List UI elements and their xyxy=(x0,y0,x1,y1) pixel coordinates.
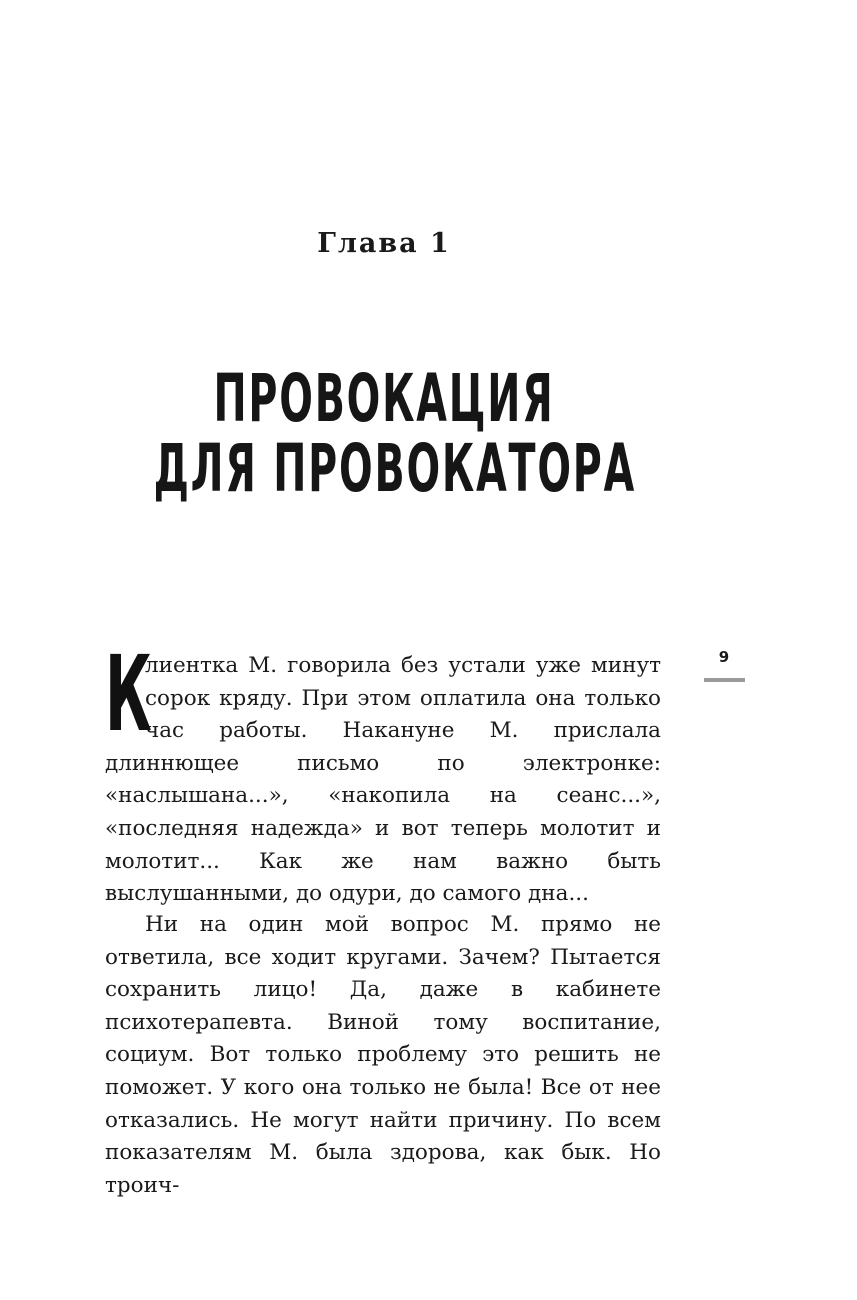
chapter-title-line-1: ПРОВОКАЦИЯ xyxy=(213,360,555,437)
drop-cap: К xyxy=(105,633,152,755)
paragraph-1-text: лиентка М. говорила без устали уже минут сорок кряду. При этом оплатила она только час работы. Накануне М. прислала длиннющее письмо по электронке: «наслышана...», «накопила на сеанс...», «последняя надежда» и вот теперь молотит и молотит... Как же нам важно быть выслушанными, до одури, до самого дна... xyxy=(105,653,661,907)
paragraph-2: Ни на один мой вопрос М. прямо не ответила, все ходит кругами. Зачем? Пытается сохранить лицо! Да, даже в кабинете психотерапевта. Виной тому воспитание, социум. Вот только проблему это решить не поможет. У кого она только не была! Все от нее отказались. Не могут найти причину. По всем показателям М. была здорова, как бык. Но троич- xyxy=(105,912,661,1198)
chapter-title-line-2: ДЛЯ ПРОВОКАТОРА xyxy=(153,430,637,507)
page-number: 9 xyxy=(718,648,730,666)
page-number-rule xyxy=(704,678,745,682)
paragraph-1 xyxy=(105,633,661,911)
chapter-label: Глава 1 xyxy=(317,228,451,259)
